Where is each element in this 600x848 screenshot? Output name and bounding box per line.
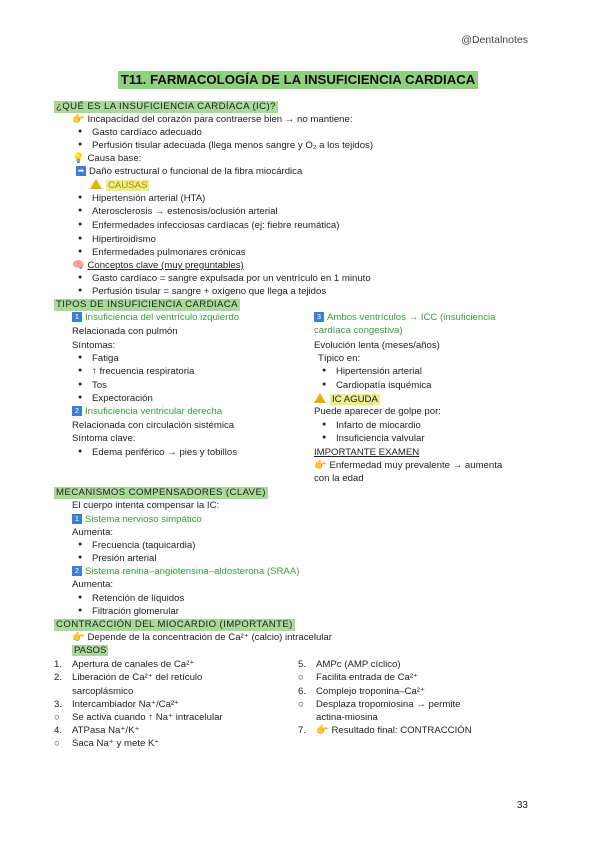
list-item: ● Cardiopatía isquémica [336, 380, 431, 391]
increases-label: Aumenta: [72, 579, 114, 590]
typical-label: Típico en: [318, 353, 361, 364]
important-text: 👉 Enfermedad muy prevalente → aumenta [314, 460, 503, 471]
list-item: ● Hipertensión arterial [336, 366, 422, 377]
ic-aguda-label: IC AGUDA [314, 393, 380, 405]
list-item: ● Expectoración [92, 393, 153, 404]
pointing-hand-icon: 👉 [72, 632, 85, 643]
step-item: sarcoplásmico [72, 686, 134, 697]
symptoms-label: Síntomas: [72, 340, 116, 351]
list-item: ● Enfermedades pulmonares crónicas [92, 247, 246, 258]
type-1-relation: Relacionada con pulmón [72, 326, 178, 337]
section-heading-contraccion: CONTRACCIÓN DEL MIOCARDIO (IMPORTANTE) [56, 619, 293, 630]
mechanism-sympathetic: 1 Sistema nervioso simpático [72, 514, 202, 525]
aguda-text: Puede aparecer de golpe por: [314, 406, 441, 417]
conceptos-label: 🧠 Conceptos clave (muy preguntables) [72, 260, 244, 271]
important-label: IMPORTANTE EXAMEN [314, 447, 420, 458]
evolution-text: Evolución lenta (meses/años) [314, 340, 440, 351]
lightbulb-icon: 💡 [72, 153, 85, 164]
list-item: ● Perfusión tisular adecuada (llega menos sangre y O₂ a los tejidos) [92, 140, 373, 151]
list-item: ● Presión arterial [92, 553, 157, 564]
list-item: ● Gasto cardíaco adecuado [92, 127, 202, 138]
contraction-intro: 👉 Depende de la concentración de Ca²⁺ (calcio) intracelular [72, 632, 332, 643]
increases-label: Aumenta: [72, 527, 114, 538]
step-item: 2. Liberación de Ca²⁺ del retículo [54, 672, 203, 683]
list-item: ● Tos [92, 380, 107, 391]
page-title: T11. FARMACOLOGÍA DE LA INSUFICIENCIA CARDIACA [118, 71, 478, 89]
list-item: ● Gasto cardíaco = sangre expulsada por un ventrículo en 1 minuto [92, 273, 371, 284]
section-heading-que-es: ¿QUÉ ES LA INSUFICIENCIA CARDÍACA (IC)? [56, 101, 276, 112]
step-item: 4. ATPasa Na⁺/K⁺ [54, 725, 140, 736]
step-item: ○ Saca Na⁺ y mete K⁺ [54, 738, 160, 749]
step-item: actina-miosina [316, 712, 378, 723]
important-text-cont: con la edad [314, 473, 364, 484]
key-symptom-label: Síntoma clave: [72, 433, 136, 444]
step-item: 7. 👉 Resultado final: CONTRACCIÓN [298, 725, 472, 736]
type-both-ventricles-cont: cardíaca congestiva) [314, 325, 403, 336]
step-item: 6. Complejo troponina–Ca²⁺ [298, 686, 426, 697]
step-item: 3. Intercambiador Na⁺/Ca²⁺ [54, 699, 180, 710]
intro-line: 👉 Incapacidad del corazón para contraerse bien → no mantiene: [72, 114, 353, 125]
type-left-ventricle: 1 Insuficiencia del ventrículo izquierdo [72, 312, 239, 323]
list-item: ● Filtración glomerular [92, 606, 179, 617]
list-item: ● Retención de líquidos [92, 593, 184, 604]
brain-icon: 🧠 [72, 260, 85, 271]
type-2-relation: Relacionada con circulación sistémica [72, 420, 235, 431]
step-item: 5. AMPc (AMP cíclico) [298, 659, 401, 670]
author-handle: @Dentalnotes [461, 34, 528, 46]
list-item: ● Insuficiencia valvular [336, 433, 425, 444]
cause-text: ➡ Daño estructural o funcional de la fibra miocárdica [77, 166, 303, 177]
warning-icon [90, 179, 102, 189]
step-item: ○ Desplaza tropomiosina → permite [298, 699, 461, 710]
arrow-right-icon: ➡ [77, 166, 85, 175]
list-item: ● Fatiga [92, 353, 119, 364]
type-right-ventricle: 2 Insuficiencia ventricular derecha [72, 406, 222, 417]
step-item: ○ Se activa cuando ↑ Na⁺ intracelular [54, 712, 223, 723]
list-item: ● Aterosclerosis → estenosis/oclusión arterial [92, 206, 278, 217]
list-item: ● ↑ frecuencia respiratoria [92, 366, 194, 377]
list-item: ● Hipertensión arterial (HTA) [92, 193, 205, 204]
list-item: ● Edema periférico → pies y tobillos [92, 447, 237, 458]
list-item: ● Infarto de miocardio [336, 420, 421, 431]
list-item: ● Perfusión tisular = sangre + oxígeno que llega a tejidos [92, 286, 326, 297]
pointing-hand-icon: 👉 [72, 114, 85, 125]
pointing-hand-icon: 👉 [316, 725, 329, 736]
page-number: 33 [516, 800, 528, 811]
cause-label: 💡 Causa base: [72, 153, 142, 164]
section-heading-mecanismos: MECANISMOS COMPENSADORES (CLAVE) [56, 487, 266, 498]
warning-icon [314, 393, 326, 403]
steps-label: PASOS [74, 645, 107, 656]
mechanism-sraa: 2 Sistema renina–angiotensina–aldosterona (SRAA) [72, 566, 299, 577]
list-item: ● Enfermedades infecciosas cardíacas (ej: fiebre reumática) [92, 220, 339, 231]
step-item: ○ Facilita entrada de Ca²⁺ [298, 672, 419, 683]
mechanisms-intro: El cuerpo intenta compensar la IC: [72, 500, 220, 511]
section-heading-tipos: TIPOS DE INSUFICIENCIA CARDIACA [56, 299, 238, 310]
causas-label: CAUSAS [90, 179, 149, 191]
step-item: 1. Apertura de canales de Ca²⁺ [54, 659, 195, 670]
pointing-hand-icon: 👉 [314, 460, 327, 471]
list-item: ● Frecuencia (taquicardia) [92, 540, 195, 551]
type-both-ventricles: 3 Ambos ventrículos → ICC (insuficiencia [314, 312, 495, 323]
list-item: ● Hipertiroidismo [92, 234, 156, 245]
